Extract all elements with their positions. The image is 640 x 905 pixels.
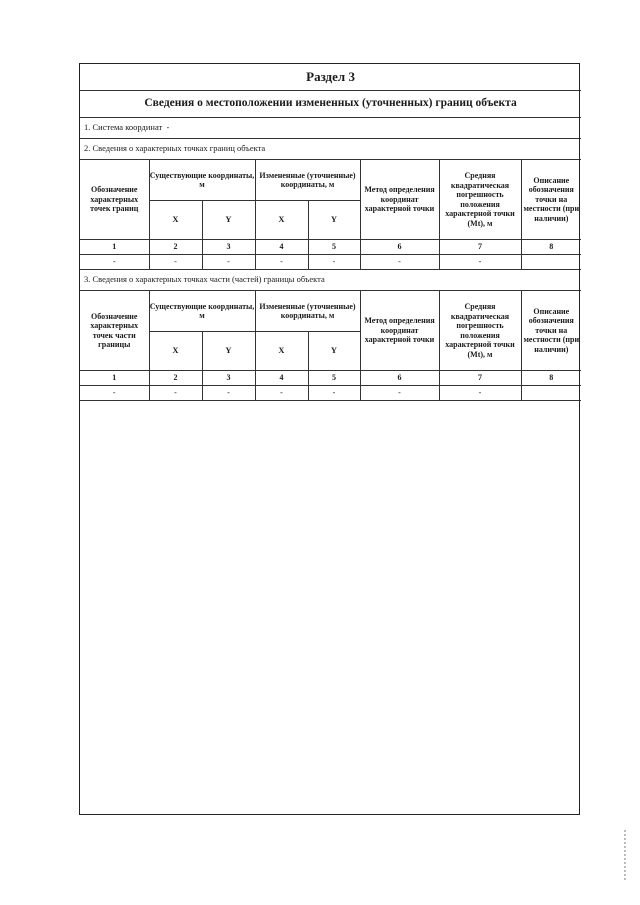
table1-col-number: 4 — [255, 240, 308, 255]
table1-cell: - — [439, 255, 521, 270]
table1-col-number: 2 — [149, 240, 202, 255]
section-3-table — [80, 64, 581, 401]
table1-col-number: 7 — [439, 240, 521, 255]
table2-col-number: 3 — [202, 371, 255, 386]
table1-cell: - — [255, 255, 308, 270]
table1-cell: - — [308, 255, 360, 270]
scan-edge-mark — [624, 830, 626, 880]
table2-header-existing: Существующие координаты, м — [149, 291, 255, 332]
table1-cell — [521, 255, 581, 270]
table2-col-number: 1 — [80, 371, 149, 386]
table-row — [80, 255, 581, 270]
table1-header-changed-x: X — [255, 201, 308, 240]
table1-header-error: Средняя квадратическая погрешность положения характерной точки (Mt), м — [439, 160, 521, 240]
section-subtitle: Сведения о местоположении измененных (уточненных) границ объекта — [80, 91, 581, 118]
coordinate-system-value: - — [166, 122, 170, 133]
table2-cell: - — [149, 386, 202, 401]
table1-col-number: 3 — [202, 240, 255, 255]
table1-col-number: 1 — [80, 240, 149, 255]
table2-caption: 3. Сведения о характерных точках части (частей) границы объекта — [80, 270, 581, 291]
table2-cell: - — [80, 386, 149, 401]
table2-cell — [521, 386, 581, 401]
table2-header-existing-x: X — [149, 332, 202, 371]
table2-header-changed-x: X — [255, 332, 308, 371]
table1-caption: 2. Сведения о характерных точках границ объекта — [80, 139, 581, 160]
table2-header-changed-y: Y — [308, 332, 360, 371]
coordinate-system-label: 1. Система координат — [84, 122, 163, 133]
coordinate-system-row — [80, 118, 581, 139]
table1-header-changed-y: Y — [308, 201, 360, 240]
table1-col-number: 5 — [308, 240, 360, 255]
table1-header-method: Метод определения координат характерной точки — [360, 160, 439, 240]
table2-header-error: Средняя квадратическая погрешность положения характерной точки (Mt), м — [439, 291, 521, 371]
table2-col-number: 6 — [360, 371, 439, 386]
table1-col-number: 6 — [360, 240, 439, 255]
section-title: Раздел 3 — [80, 64, 581, 91]
table2-header-method: Метод определения координат характерной точки — [360, 291, 439, 371]
table1-header-existing: Существующие координаты, м — [149, 160, 255, 201]
table1-header-existing-y: Y — [202, 201, 255, 240]
table2-column-numbers — [80, 371, 581, 386]
table1-header-existing-x: X — [149, 201, 202, 240]
table1-header-designation: Обозначение характерных точек границ — [80, 160, 149, 240]
table1-cell: - — [149, 255, 202, 270]
table2-col-number: 5 — [308, 371, 360, 386]
table-row — [80, 386, 581, 401]
table1-header-description: Описание обозначения точки на местности (при наличии) — [521, 160, 581, 240]
table2-header-changed: Измененные (уточненные) координаты, м — [255, 291, 360, 332]
table1-cell: - — [202, 255, 255, 270]
table2-header-existing-y: Y — [202, 332, 255, 371]
table1-header-changed: Измененные (уточненные) координаты, м — [255, 160, 360, 201]
table2-cell: - — [439, 386, 521, 401]
table2-header-description: Описание обозначения точки на местности (при наличии) — [521, 291, 581, 371]
table2-cell: - — [308, 386, 360, 401]
table2-col-number: 7 — [439, 371, 521, 386]
table1-col-number: 8 — [521, 240, 581, 255]
table2-col-number: 8 — [521, 371, 581, 386]
table1-cell: - — [360, 255, 439, 270]
table1-cell: - — [80, 255, 149, 270]
table2-header-designation: Обозначение характерных точек части границы — [80, 291, 149, 371]
table2-col-number: 2 — [149, 371, 202, 386]
table2-cell: - — [360, 386, 439, 401]
table2-cell: - — [202, 386, 255, 401]
table1-column-numbers — [80, 240, 581, 255]
document-frame — [79, 63, 580, 815]
table2-cell: - — [255, 386, 308, 401]
table2-col-number: 4 — [255, 371, 308, 386]
